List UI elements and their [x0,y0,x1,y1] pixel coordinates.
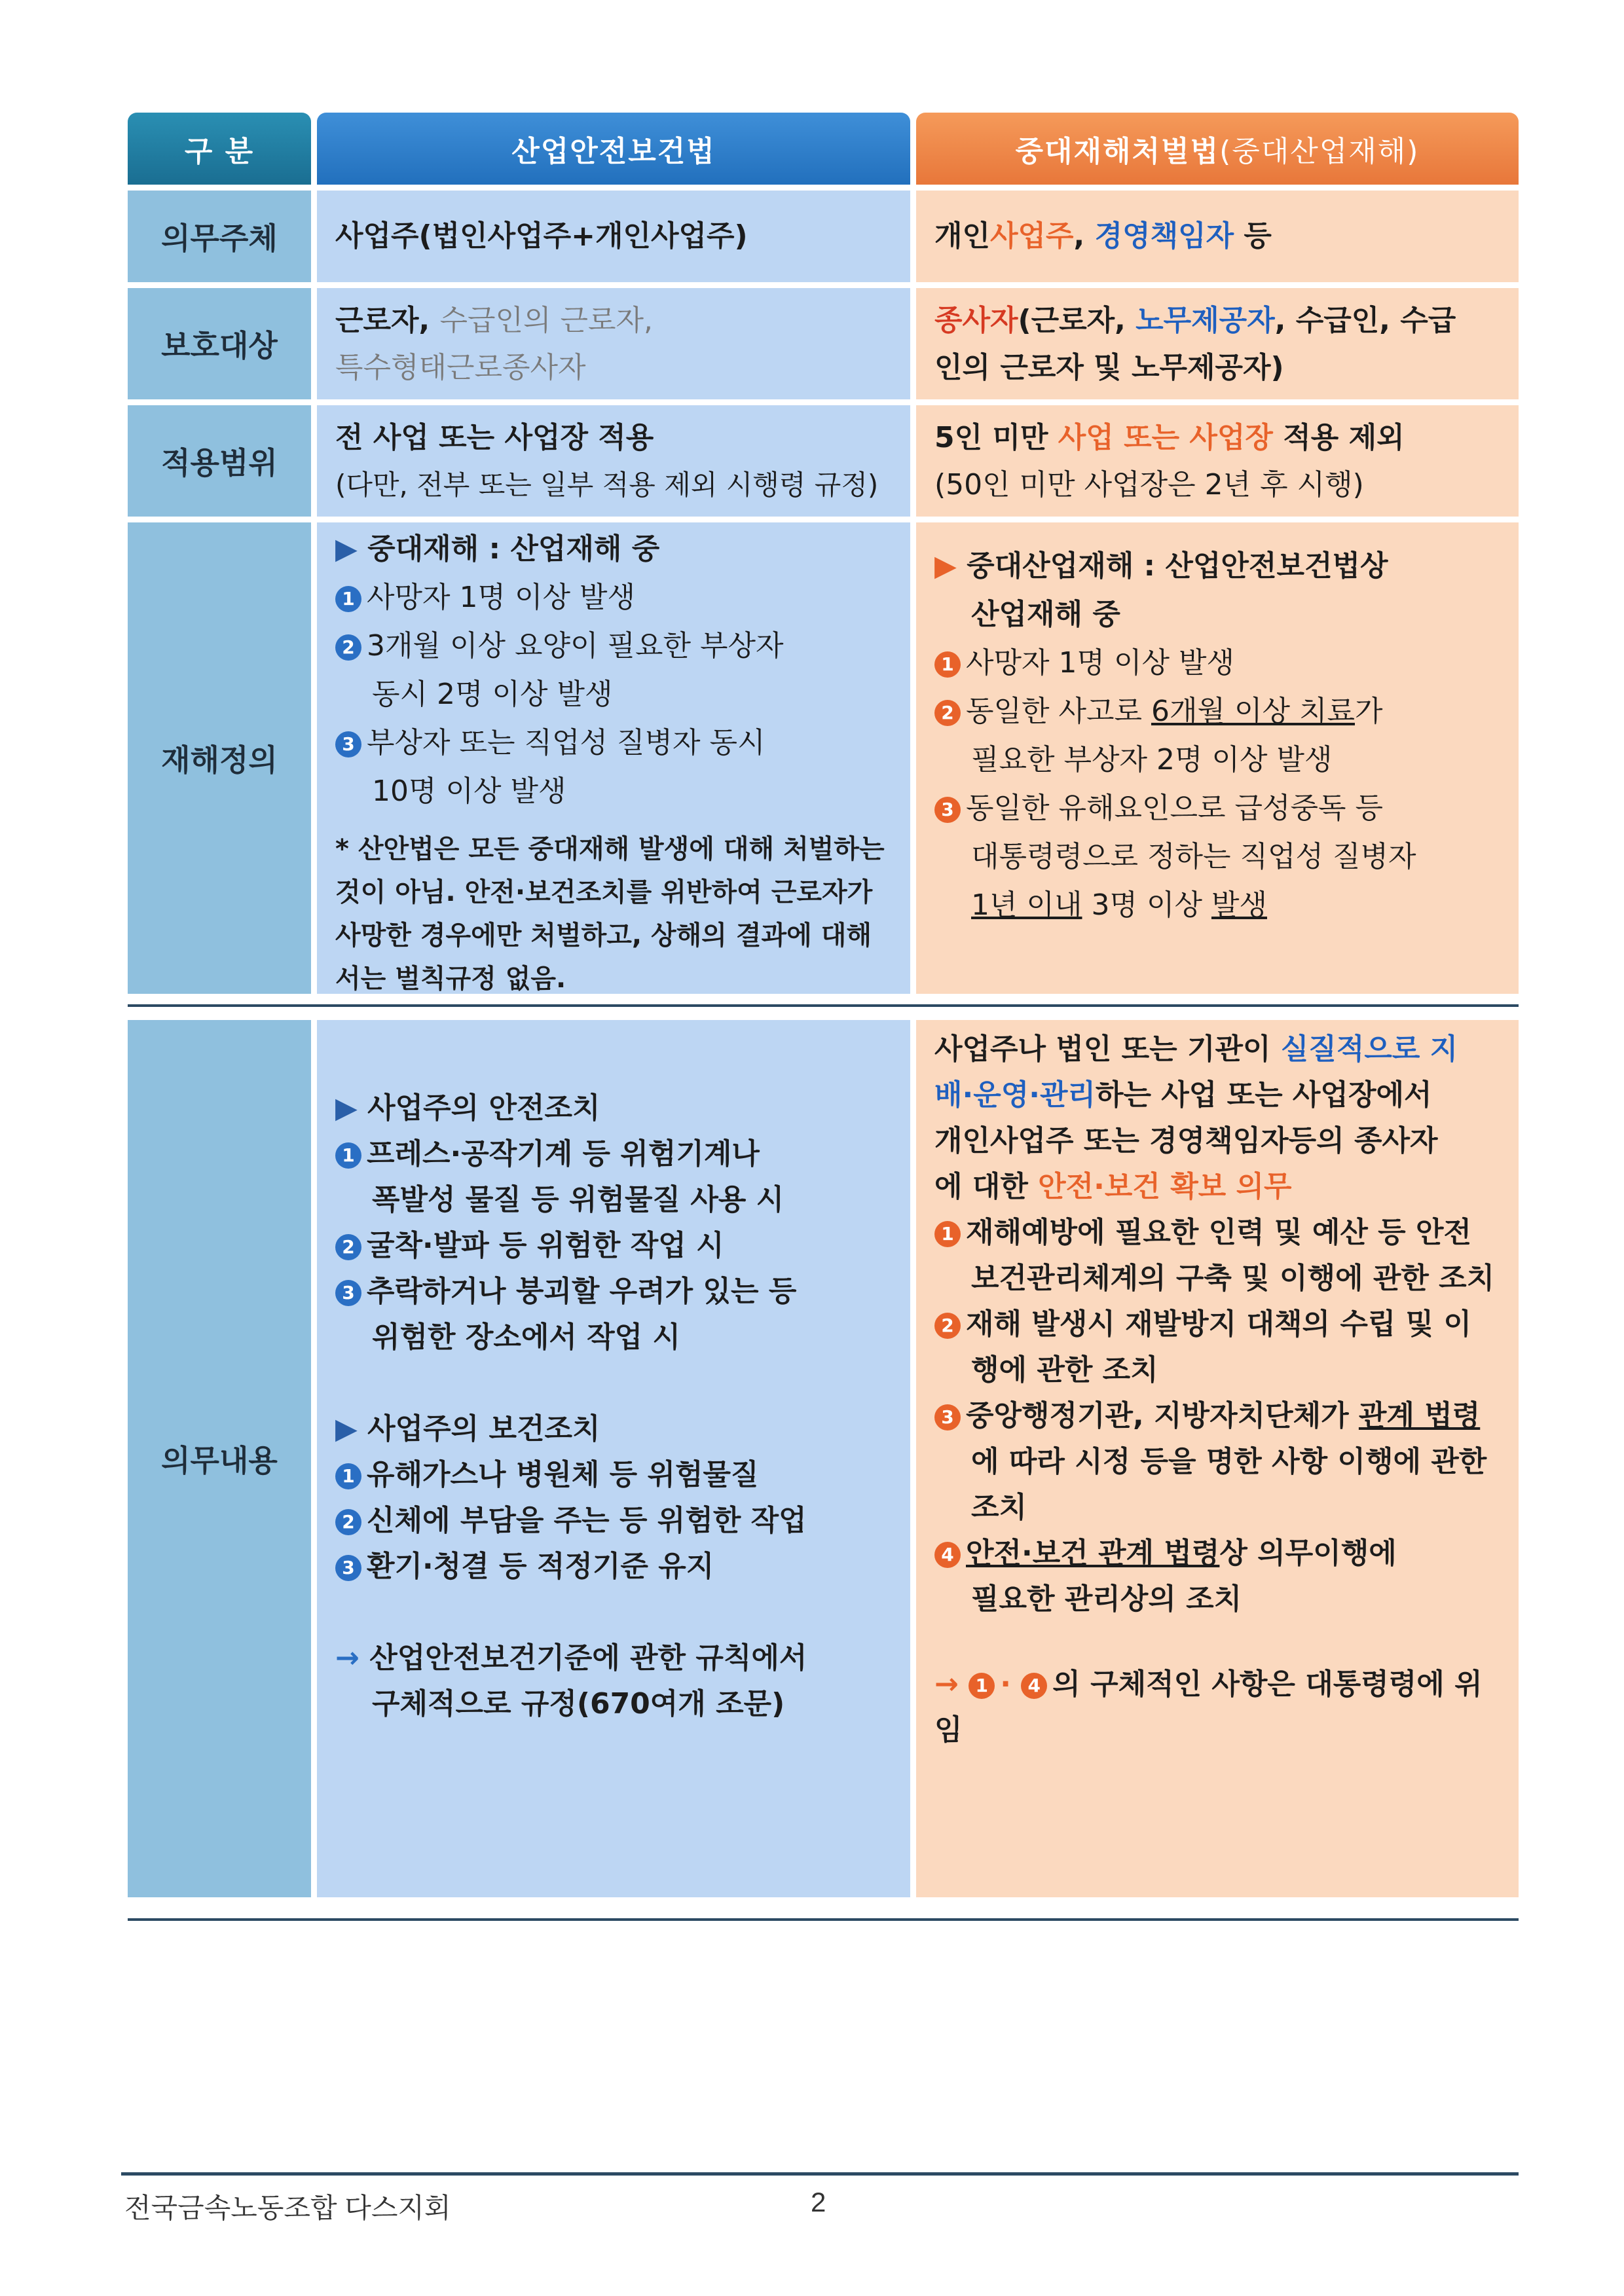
row-duty-subject [128,191,1519,282]
cell-law2 [916,1020,1519,1897]
page-number: 2 [811,2187,826,2217]
arrow-right-icon: → [335,1641,360,1675]
list-item: 폭발성 물질 등 위험물질 사용 시 [372,1183,784,1216]
text-underlined: 발생 [1211,888,1267,922]
text-accent: 배·운영·관리 [934,1078,1096,1112]
footnote: * 산안법은 모든 중대재해 발생에 대해 처벌하는 것이 아님. 안전·보건조치를 위반하여 근로자가 사망한 경우에만 처벌하고, 상해의 결과에 대해서는 벌칙규정 없음. [335,834,885,994]
text: (근로자, [1018,304,1136,337]
row-duty-content [128,1020,1519,1897]
text: 중대산업재해 : 산업안전보건법상 [967,549,1388,583]
header-law2-main: 중대재해처벌법 [1015,135,1220,168]
text-accent: 안전·보건 확보 의무 [1038,1170,1292,1203]
list-item: 필요한 부상자 2명 이상 발생 [971,743,1333,776]
cell-law2 [916,405,1519,517]
list-item: 동일한 유해요인으로 급성중독 등 [966,792,1384,825]
text-grey: 특수형태근로종사자 [335,351,586,384]
text: 5인 미만 [934,421,1058,454]
header-serious-accident-act [916,113,1519,185]
list-item: 에 따라 시정 등을 명한 사항 이행에 관한 [971,1445,1487,1478]
number-2-icon: 2 [934,700,961,726]
number-1-icon: 1 [969,1673,995,1699]
list-item: 프레스·공작기계 등 위험기계나 [367,1137,760,1171]
cell-law2 [916,288,1519,399]
text-underlined: 1년 이내 [971,888,1082,922]
text: 하는 사업 또는 사업장에서 [1095,1078,1432,1112]
number-3-icon: 3 [335,731,361,757]
text: 사업주의 안전조치 [367,1091,600,1125]
row-label: 의무내용 [128,1020,311,1897]
text: 등 [1234,219,1272,253]
text-accent: 노무제공자 [1135,304,1275,337]
header-law2-sub: (중대산업재해) [1219,135,1420,168]
cell-law1 [317,405,910,517]
text-grey: 수급인의 근로자, [439,304,654,337]
row-label: 보호대상 [128,288,311,399]
text: 사업주의 보건조치 [367,1412,600,1446]
footer-rule [121,2172,1519,2176]
text: 개인사업주 또는 경영책임자등의 종사자 [934,1124,1438,1157]
text-accent: 종사자 [934,304,1018,337]
text: 상 의무이행에 [1219,1537,1397,1570]
list-item: 위험한 장소에서 작업 시 [372,1321,680,1354]
number-1-icon: 1 [934,651,961,678]
number-1-icon: 1 [335,586,361,612]
triangle-bullet-icon: ▶ [335,1091,358,1125]
list-item: 굴착·발파 등 위험한 작업 시 [367,1229,724,1262]
text: (50인 미만 사업장은 2년 후 시행) [934,468,1364,501]
cell-law1 [317,288,910,399]
text: 인의 근로자 및 노무제공자) [934,351,1284,384]
text-accent: 실질적으로 지 [1280,1032,1458,1066]
text: 임 [934,1713,963,1747]
triangle-bullet-icon: ▶ [335,532,358,566]
list-item: 유해가스나 병원체 등 위험물질 [367,1458,759,1491]
footer-organization: 전국금속노동조합 다스지회 [124,2193,451,2223]
list-item: 신체에 부담을 주는 등 위험한 작업 [367,1504,807,1537]
list-item: 조치 [971,1491,1027,1524]
cell-law2 [916,191,1519,282]
list-item: 사망자 1명 이상 발생 [966,646,1234,680]
number-2-icon: 2 [934,1313,961,1339]
row-definition [128,522,1519,994]
text: 개인 [934,219,991,253]
text: 사업주나 법인 또는 기관이 [934,1032,1281,1066]
number-3-icon: 3 [934,1404,961,1430]
number-1-icon: 1 [934,1221,961,1247]
number-2-icon: 2 [335,1509,361,1535]
text: 적용 제외 [1272,421,1405,454]
number-3-icon: 3 [335,1280,361,1306]
text: , [1073,219,1095,253]
cell-law2 [916,522,1519,994]
list-item: 추락하거나 붕괴할 우려가 있는 등 [367,1275,797,1308]
list-item: 동시 2명 이상 발생 [372,678,613,711]
text-accent: 경영책임자 [1094,219,1234,253]
row-protected [128,288,1519,399]
table-header [128,113,1519,185]
arrow-right-icon: → [934,1667,959,1701]
list-item: 행에 관한 조치 [971,1353,1158,1387]
text: 구체적으로 규정(670여개 조문) [372,1687,785,1721]
number-3-icon: 3 [335,1555,361,1581]
text-underlined: 관계 법령 [1358,1399,1481,1432]
text: 산업안전보건기준에 관한 규칙에서 [369,1641,807,1675]
number-2-icon: 2 [335,634,361,661]
list-item: 환기·청결 등 적정기준 유지 [367,1550,714,1583]
row-label: 의무주체 [128,191,311,282]
row-label: 적용범위 [128,405,311,517]
list-item: 필요한 관리상의 조치 [971,1582,1242,1616]
header-category: 구 분 [128,113,311,185]
number-3-icon: 3 [934,797,961,823]
list-item: 부상자 또는 직업성 질병자 동시 [367,726,766,759]
number-1-icon: 1 [335,1463,361,1489]
list-item: 재해예방에 필요한 인력 및 예산 등 안전 [966,1216,1471,1249]
text: 가 [1355,695,1383,728]
header-osh-act: 산업안전보건법 [317,113,910,185]
text: (다만, 전부 또는 일부 적용 제외 시행령 규정) [335,469,879,501]
separator-dot: · [1000,1667,1011,1701]
row-scope [128,405,1519,517]
list-item: 재해 발생시 재발방지 대책의 수립 및 이 [966,1307,1471,1341]
list-item: 보건관리체계의 구축 및 이행에 관한 조치 [971,1262,1495,1295]
list-item: 3개월 이상 요양이 필요한 부상자 [367,629,784,663]
triangle-bullet-icon: ▶ [335,1412,358,1446]
text-underlined: 안전·보건 관계 법령 [966,1537,1220,1570]
number-2-icon: 2 [335,1234,361,1260]
list-item: 사망자 1명 이상 발생 [367,581,635,614]
triangle-bullet-icon: ▶ [934,549,957,583]
row-label: 재해정의 [128,522,311,994]
text: 동일한 사고로 [966,695,1151,728]
text: , 수급인, 수급 [1274,304,1456,337]
text: 중앙행정기관, 지방자치단체가 [966,1399,1359,1432]
cell-law1 [317,522,910,994]
text: 에 대한 [934,1170,1039,1203]
cell-law1: 사업주(법인사업주+개인사업주) [317,191,910,282]
text-underlined: 6개월 이상 치료 [1151,695,1355,728]
list-item: 대통령령으로 정하는 직업성 질병자 [971,840,1416,873]
text-accent: 사업 또는 사업장 [1058,421,1273,454]
number-4-icon: 4 [934,1542,961,1568]
table-bottom-border [128,1918,1519,1921]
text: 산업재해 중 [971,598,1120,631]
cell-law1 [317,1020,910,1897]
section-divider [128,1004,1519,1007]
text: 의 구체적인 사항은 대통령령에 위 [1052,1667,1483,1701]
list-item: 10명 이상 발생 [372,774,566,808]
number-4-icon: 4 [1021,1673,1047,1699]
text: 3명 이상 [1082,888,1211,922]
text: 근로자, [335,304,440,337]
text: 전 사업 또는 사업장 적용 [335,421,654,454]
number-1-icon: 1 [335,1142,361,1169]
text-accent: 사업주 [990,219,1074,253]
text: 중대재해 : 산업재해 중 [367,532,660,566]
